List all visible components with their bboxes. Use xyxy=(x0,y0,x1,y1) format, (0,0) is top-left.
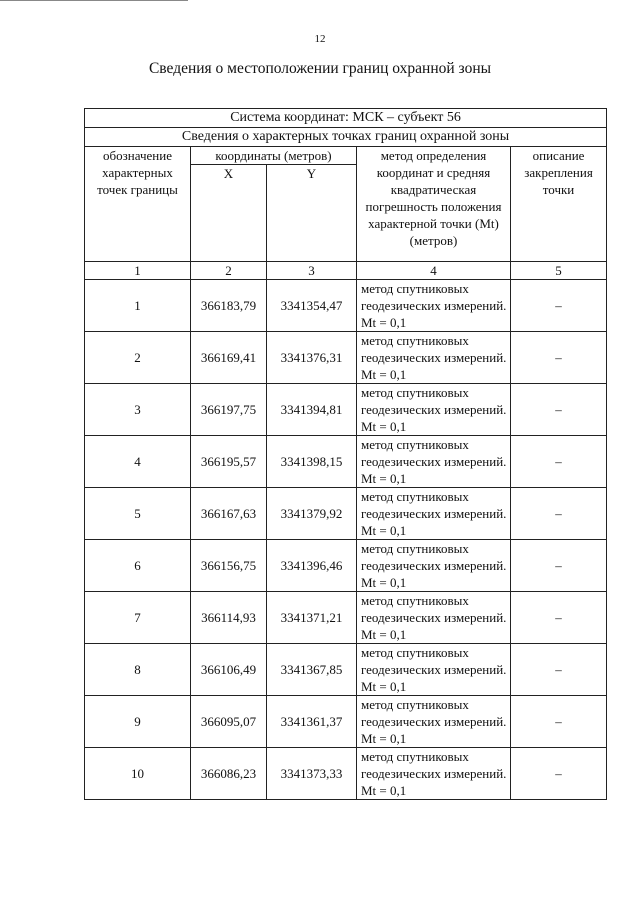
method-cell: метод спутниковых геодезических измерений. Mt = 0,1 xyxy=(357,332,511,384)
col-point-header: обозначение характерных точек границы xyxy=(85,147,191,262)
points-info-header: Сведения о характерных точках границ охранной зоны xyxy=(85,128,607,147)
coord-x-cell: 366183,79 xyxy=(191,280,267,332)
coordinate-system-header: Система координат: МСК – субъект 56 xyxy=(85,109,607,128)
table-row xyxy=(85,436,607,488)
coord-y-cell: 3341373,33 xyxy=(267,748,357,800)
method-cell: метод спутниковых геодезических измерений. Mt = 0,1 xyxy=(357,436,511,488)
point-number-cell: 7 xyxy=(85,592,191,644)
description-cell: – xyxy=(511,384,607,436)
column-number: 1 xyxy=(85,262,191,280)
table-row xyxy=(85,540,607,592)
point-number-cell: 8 xyxy=(85,644,191,696)
point-number-cell: 4 xyxy=(85,436,191,488)
table-row xyxy=(85,592,607,644)
method-cell: метод спутниковых геодезических измерений. Mt = 0,1 xyxy=(357,488,511,540)
col-y-header: Y xyxy=(267,165,357,262)
coord-x-cell: 366114,93 xyxy=(191,592,267,644)
coord-x-cell: 366169,41 xyxy=(191,332,267,384)
coord-x-cell: 366156,75 xyxy=(191,540,267,592)
table-row xyxy=(85,488,607,540)
description-cell: – xyxy=(511,280,607,332)
coord-y-cell: 3341376,31 xyxy=(267,332,357,384)
coord-y-cell: 3341398,15 xyxy=(267,436,357,488)
coord-y-cell: 3341354,47 xyxy=(267,280,357,332)
method-cell: метод спутниковых геодезических измерений. Mt = 0,1 xyxy=(357,540,511,592)
boundary-points-table xyxy=(84,108,607,800)
column-number: 2 xyxy=(191,262,267,280)
description-cell: – xyxy=(511,696,607,748)
point-number-cell: 10 xyxy=(85,748,191,800)
col-coords-header: координаты (метров) xyxy=(191,147,357,165)
document-title: Сведения о местоположении границ охранной зоны xyxy=(148,60,492,77)
table-row xyxy=(85,696,607,748)
description-cell: – xyxy=(511,332,607,384)
coord-x-cell: 366095,07 xyxy=(191,696,267,748)
point-number-cell: 9 xyxy=(85,696,191,748)
method-cell: метод спутниковых геодезических измерений. Mt = 0,1 xyxy=(357,644,511,696)
method-cell: метод спутниковых геодезических измерений. Mt = 0,1 xyxy=(357,748,511,800)
column-number: 5 xyxy=(511,262,607,280)
coord-y-cell: 3341394,81 xyxy=(267,384,357,436)
point-number-cell: 2 xyxy=(85,332,191,384)
coord-x-cell: 366197,75 xyxy=(191,384,267,436)
column-number-row xyxy=(85,262,607,280)
method-cell: метод спутниковых геодезических измерений. Mt = 0,1 xyxy=(357,696,511,748)
col-method-header: метод определения координат и средняя квадратическая погрешность положения характерной точки (Mt) (метров) xyxy=(357,147,511,262)
page-number: 12 xyxy=(314,33,326,45)
column-number: 3 xyxy=(267,262,357,280)
description-cell: – xyxy=(511,644,607,696)
table-row xyxy=(85,748,607,800)
col-desc-header: описание закрепления точки xyxy=(511,147,607,262)
column-number: 4 xyxy=(357,262,511,280)
point-number-cell: 3 xyxy=(85,384,191,436)
coord-x-cell: 366086,23 xyxy=(191,748,267,800)
coord-y-cell: 3341367,85 xyxy=(267,644,357,696)
description-cell: – xyxy=(511,748,607,800)
coord-x-cell: 366167,63 xyxy=(191,488,267,540)
coord-y-cell: 3341379,92 xyxy=(267,488,357,540)
table-row xyxy=(85,280,607,332)
coord-y-cell: 3341371,21 xyxy=(267,592,357,644)
coord-x-cell: 366106,49 xyxy=(191,644,267,696)
col-x-header: X xyxy=(191,165,267,262)
table-row xyxy=(85,384,607,436)
description-cell: – xyxy=(511,592,607,644)
coord-y-cell: 3341361,37 xyxy=(267,696,357,748)
method-cell: метод спутниковых геодезических измерений. Mt = 0,1 xyxy=(357,280,511,332)
table-row xyxy=(85,332,607,384)
point-number-cell: 1 xyxy=(85,280,191,332)
top-rule xyxy=(0,0,188,1)
coord-x-cell: 366195,57 xyxy=(191,436,267,488)
method-cell: метод спутниковых геодезических измерений. Mt = 0,1 xyxy=(357,592,511,644)
description-cell: – xyxy=(511,540,607,592)
description-cell: – xyxy=(511,436,607,488)
point-number-cell: 5 xyxy=(85,488,191,540)
description-cell: – xyxy=(511,488,607,540)
coord-y-cell: 3341396,46 xyxy=(267,540,357,592)
method-cell: метод спутниковых геодезических измерений. Mt = 0,1 xyxy=(357,384,511,436)
point-number-cell: 6 xyxy=(85,540,191,592)
table-row xyxy=(85,644,607,696)
